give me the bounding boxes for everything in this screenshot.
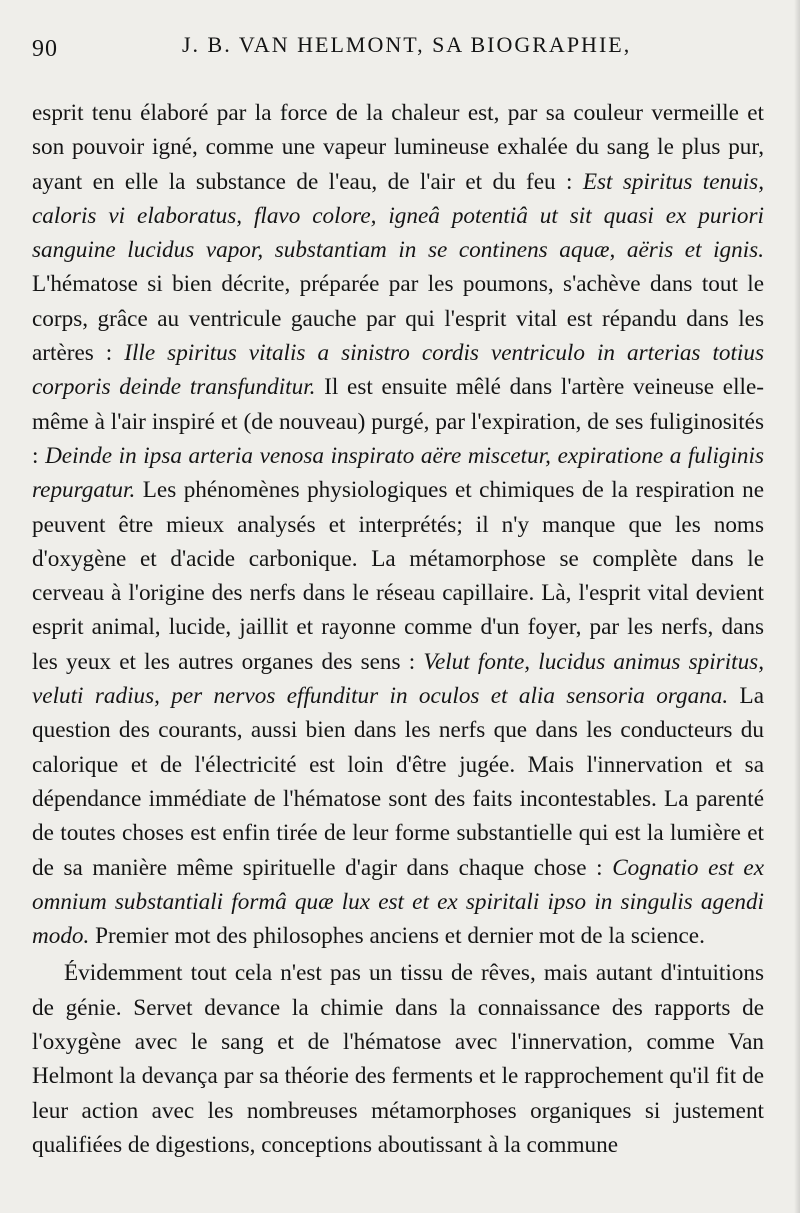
text-segment: Évidemment tout cela n'est pas un tissu de rêves, mais autant d'intuitions de génie. Servet devance la chimie dans la connaissance des rapports de l'oxygène avec le sang et de l'hématose avec l'innervation, comme Van Helmont la devança par sa théorie des ferments et le rapprochement qu'il fit de leur action avec les nombreuses métamorphoses organiques si justement qualifiées de digestions, conceptions aboutissant à la commune — [32, 960, 764, 1158]
running-title: J. B. VAN HELMONT, SA BIOGRAPHIE, — [182, 32, 632, 57]
text-segment: L'hématose si bien décrite, préparée par les poumons, s'achève dans tout le corps, grâce au ventricule gauche par qui l'esprit vital est répandu dans les artères : — [32, 271, 764, 367]
text-segment: esprit tenu élaboré par la force de la chaleur est, par sa couleur vermeille et son pouvoir igné, comme une vapeur lumineuse exhalée du sang le plus pur, ayant en elle la substance de l'eau, de l'air et du feu : — [32, 100, 764, 195]
paragraph — [32, 956, 764, 1162]
latin-quote: Deinde in ipsa arteria venosa inspirato aëre miscetur, expiratione a fuliginis repurgatur. — [32, 442, 764, 504]
text-segment: Premier mot des philosophes anciens et dernier mot de la science. — [89, 923, 705, 950]
page-number: 90 — [32, 36, 58, 62]
page-header — [32, 28, 764, 72]
text-segment: Les phénomènes physiologiques et chimiques de la respiration ne peuvent être mieux analysés et interprétés; il n'y manque que les noms d'oxygène et d'acide carbonique. La métamorphose se complète dans le cerveau à l'origine des nerfs dans le réseau capillaire. Là, l'esprit vital devient esprit animal, lucide, jaillit et rayonne comme d'un foyer, par les nerfs, dans les yeux et les autres organes des sens : — [32, 477, 764, 675]
text-segment: Il est ensuite mêlé dans l'artère veineuse elle-même à l'air inspiré et (de nouveau) purgé, par l'expiration, de ses fuliginosités : — [32, 374, 764, 469]
latin-quote: Velut fonte, lucidus animus spiritus, veluti radius, per nervos effunditur in oculos et alia sensoria organa. — [32, 648, 764, 710]
scan-edge-shadow — [794, 0, 800, 1213]
latin-quote: Cognatio est ex omnium substantiali formâ quæ lux est et ex spiritali ipso in singulis agendi modo. — [32, 854, 764, 950]
paragraph-continued — [32, 96, 764, 953]
text-segment: La question des courants, aussi bien dans les nerfs que dans les conducteurs du calorique et de l'électricité est loin d'être jugée. Mais l'innervation et sa dépendance immédiate de l'hématose sont des faits incontestables. La parenté de toutes choses est enfin tirée de leur forme substantielle qui est la lumière et de sa manière même spirituelle d'agir dans chaque chose : — [32, 683, 764, 881]
latin-quote: Est spiritus tenuis, caloris vi elaboratus, flavo colore, igneâ potentiâ ut sit quasi ex puriori sanguine lucidus vapor, substantiam in se continens aquæ, aëris et ignis. — [32, 168, 764, 264]
latin-quote: Ille spiritus vitalis a sinistro cordis ventriculo in arterias totius corporis deinde transfunditur. — [32, 340, 764, 401]
body-text — [32, 96, 764, 1162]
